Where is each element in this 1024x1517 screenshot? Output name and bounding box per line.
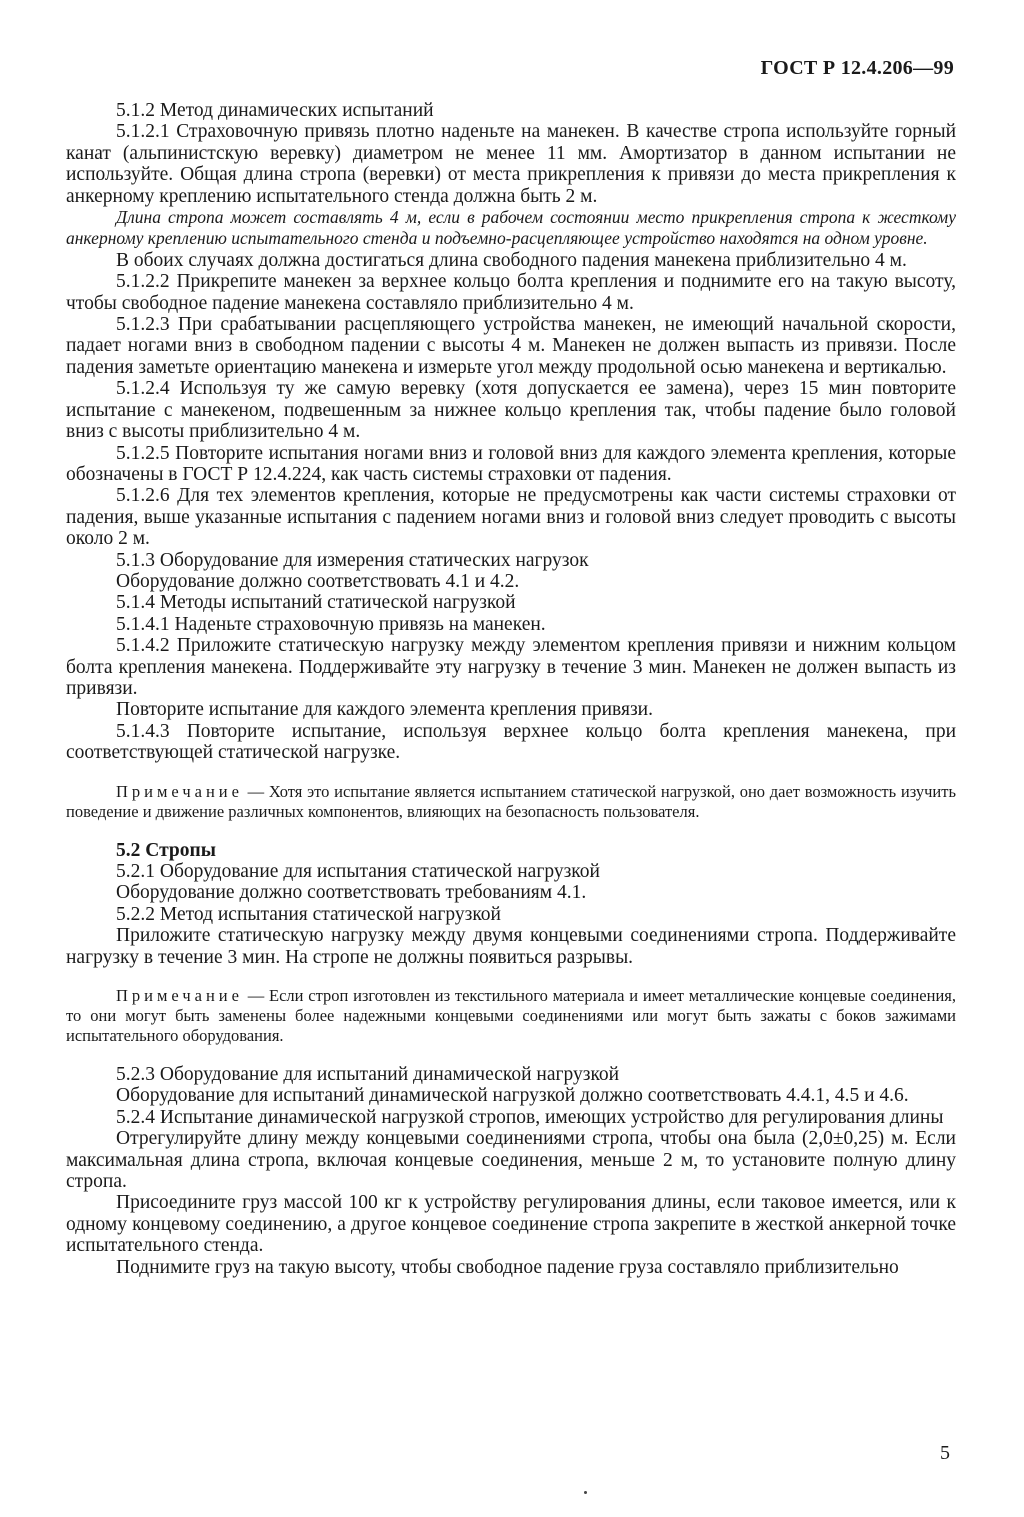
heading-5-1-4: 5.1.4 Методы испытаний статической нагрузкой <box>116 592 516 614</box>
paragraph: Приложите статическую нагрузку между двумя концевыми соединениями стропа. Поддерживайте нагрузку в течение 3 мин. На стропе не должны появиться разрывы. <box>66 925 956 968</box>
paragraph-5-1-4-1: 5.1.4.1 Наденьте страховочную привязь на манекен. <box>116 613 546 635</box>
paragraph-5-1-2-6: 5.1.2.6 Для тех элементов крепления, которые не предусмотрены как части системы страховки от падения, выше указанные испытания с падением ногами вниз и головой вниз следует проводить с высоты около 2 м. <box>66 485 956 550</box>
note-label: Примечание <box>116 986 243 1006</box>
paragraph-5-1-2-1: 5.1.2.1 Страховочную привязь плотно наденьте на манекен. В качестве стропа используйте горный канат (альпинистскую веревку) диаметром не менее 11 мм. Амортизатор в данном испытании не используйте. Общая длина стропа (веревки) от места прикрепления к привязи до места прикрепления к анкерному креплению испытательного стенда должна быть 2 м. <box>66 121 956 207</box>
scan-speck <box>584 1491 587 1494</box>
note-label: Примечание <box>116 781 243 801</box>
paragraph: Повторите испытание для каждого элемента крепления привязи. <box>116 699 653 721</box>
section-heading-5-2: 5.2 Стропы <box>116 839 216 861</box>
paragraph-5-1-2-2: 5.1.2.2 Прикрепите манекен за верхнее кольцо болта крепления и поднимите его на такую высоту, чтобы свободное падение манекена составляло приблизительно 4 м. <box>66 271 956 314</box>
note-text: — Хотя это испытание является испытанием статической нагрузкой, оно дает возможность изучить поведение и движение различных компонентов, влияющих на безопасность пользователя. <box>66 781 956 821</box>
heading-5-2-2: 5.2.2 Метод испытания статической нагрузкой <box>116 903 501 925</box>
paragraph-5-1-2-5: 5.1.2.5 Повторите испытания ногами вниз и головой вниз для каждого элемента крепления, которые обозначены в ГОСТ Р 12.4.224, как часть системы страховки от падения. <box>66 442 956 485</box>
italic-paragraph: Длина стропа может составлять 4 м, если в рабочем состоянии место прикрепления стропа к жесткому анкерному креплению испытательного стенда и подъемно-расцепляющее устройство находятся на одном уровне. <box>66 207 956 249</box>
heading-5-1-3: 5.1.3 Оборудование для измерения статических нагрузок <box>116 549 589 571</box>
heading-5-2-3: 5.2.3 Оборудование для испытаний динамической нагрузкой <box>116 1064 620 1086</box>
paragraph: Оборудование должно соответствовать 4.1 и 4.2. <box>116 570 520 592</box>
paragraph: Оборудование для испытаний динамической нагрузкой должно соответствовать 4.4.1, 4.5 и 4.6. <box>116 1085 909 1107</box>
note-2 <box>66 986 956 1046</box>
heading-5-2-4: 5.2.4 Испытание динамической нагрузкой стропов, имеющих устройство для регулирования длины <box>116 1106 944 1128</box>
paragraph-5-1-2-3: 5.1.2.3 При срабатывании расцепляющего устройства манекен, не имеющий начальной скорости, падает ногами вниз в свободном падении с высоты 4 м. Манекен не должен выпасть из привязи. После падения заметьте ориентацию манекена и измерьте угол между продольной осью манекена и вертикалью. <box>66 314 956 378</box>
document-id: ГОСТ Р 12.4.206—99 <box>760 57 954 79</box>
paragraph: Поднимите груз на такую высоту, чтобы свободное падение груза составляло приблизительно <box>116 1256 899 1278</box>
paragraph-5-1-4-3: 5.1.4.3 Повторите испытание, используя верхнее кольцо болта крепления манекена, при соответствующей статической нагрузке. <box>66 720 956 764</box>
paragraph: Отрегулируйте длину между концевыми соединениями стропа, чтобы она была (2,0±0,25) м. Если максимальная длина стропа, включая концевые соединения, меньше 2 м, то установите полную длину стропа. <box>66 1128 956 1193</box>
page-body <box>66 100 956 1278</box>
note-1 <box>66 782 956 822</box>
paragraph: В обоих случаях должна достигаться длина свободного падения манекена приблизительно 4 м. <box>116 249 907 271</box>
paragraph-5-1-4-2: 5.1.4.2 Приложите статическую нагрузку между элементом крепления привязи и нижним кольцом болта крепления манекена. Поддерживайте эту нагрузку в течение 3 мин. Манекен не должен выпасть из привязи. <box>66 635 956 699</box>
note-text: — Если строп изготовлен из текстильного материала и имеет металлические концевые соединения, то они могут быть заменены более надежными концевыми соединениями или могут быть зажаты с боков зажимами испытательного оборудования. <box>66 986 956 1046</box>
heading-5-2-1: 5.2.1 Оборудование для испытания статической нагрузкой <box>116 861 600 882</box>
heading-5-1-2: 5.1.2 Метод динамических испытаний <box>116 100 434 121</box>
page-number: 5 <box>940 1442 950 1464</box>
paragraph-5-1-2-4: 5.1.2.4 Используя ту же самую веревку (хотя допускается ее замена), через 15 мин повторите испытание с манекеном, подвешенным за нижнее кольцо крепления так, чтобы падение было головой вниз с высоты приблизительно 4 м. <box>66 378 956 443</box>
paragraph: Оборудование должно соответствовать требованиям 4.1. <box>116 882 587 904</box>
paragraph: Присоедините груз массой 100 кг к устройству регулирования длины, если таковое имеется, или к одному концевому соединению, а другое концевое соединение стропа закрепите в жесткой анкерной точке испытательного стенда. <box>66 1192 956 1257</box>
